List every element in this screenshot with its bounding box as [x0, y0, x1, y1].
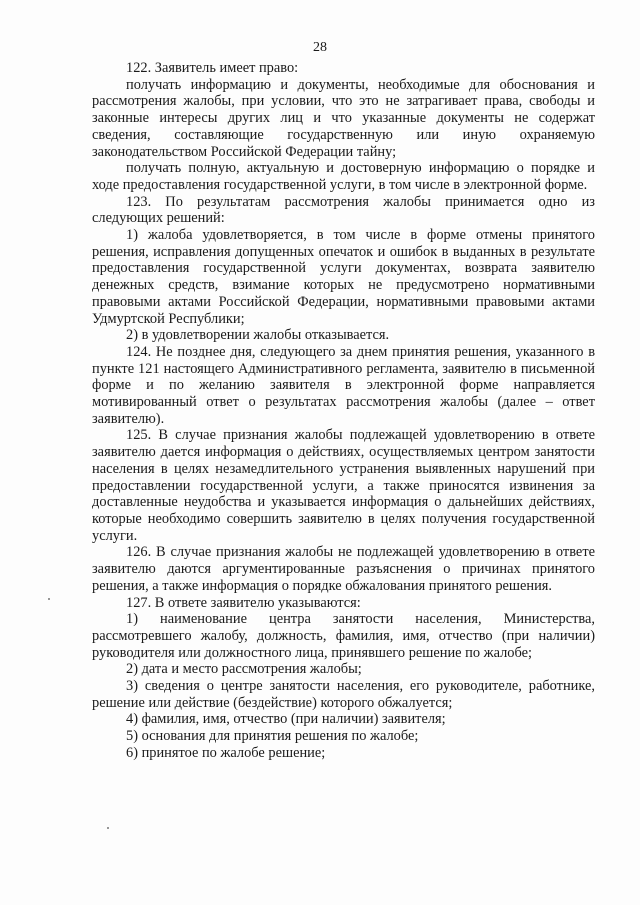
- paragraph-127-heading: 127. В ответе заявителю указываются:: [126, 594, 361, 611]
- paragraph-126: 126. В случае признания жалобы не подлежащей удовлетворению в ответе заявителю даются аргументированные разъяснения о причинах принятого решения, а также информация о порядке обжалования принятого решения.: [92, 544, 595, 594]
- paragraph-122-right-2: получать полную, актуальную и достоверную информацию о порядке и ходе предоставления государственной услуги, в том числе в электронной форме.: [92, 160, 595, 193]
- paragraph-124: 124. Не позднее дня, следующего за днем принятия решения, указанного в пункте 121 настоящего Административного регламента, заявителю в письменной форме и по желанию заявителя в электронной форме направляется мотивированный ответ о результатах рассмотрения жалобы (далее – ответ заявителю).: [92, 343, 595, 427]
- paragraph-123-item-2: 2) в удовлетворении жалобы отказывается.: [126, 327, 390, 344]
- paragraph-122-right-1: получать информацию и документы, необходимые для обоснования и рассмотрения жалобы, при условии, что это не затрагивает права, свободы и законные интересы других лиц и что указанные документы не содержат сведения, составляющие государственную или иную охраняемую законодательством Российской Федерации тайну;: [92, 76, 595, 160]
- scan-speck: [107, 827, 109, 829]
- document-body: [92, 60, 595, 762]
- page-number: 28: [313, 40, 327, 55]
- paragraph-127-item-1: 1) наименование центра занятости населения, Министерства, рассмотревшего жалобу, должность, фамилия, имя, отчество (при наличии) руководителя или должностного лица, принявшего решение по жалобе;: [92, 611, 595, 661]
- paragraph-127-item-2: 2) дата и место рассмотрения жалобы;: [126, 661, 362, 678]
- paragraph-123-item-1: 1) жалоба удовлетворяется, в том числе в форме отмены принятого решения, исправления допущенных опечаток и ошибок в выданных в результате предоставления государственной услуги документах, возврата заявителю денежных средств, взимание которых не предусмотрено нормативными правовыми актами Российской Федерации, нормативными правовыми актами Удмуртской Республики;: [92, 227, 595, 327]
- paragraph-123-heading: 123. По результатам рассмотрения жалобы принимается одно из следующих решений:: [92, 193, 595, 227]
- paragraph-127-item-5: 5) основания для принятия решения по жалобе;: [126, 728, 419, 745]
- paragraph-125: 125. В случае признания жалобы подлежащей удовлетворению в ответе заявителю дается информация о действиях, осуществляемых центром занятости населения в целях незамедлительного устранения выявленных нарушений при предоставлении государственной услуги, а также приносятся извинения за доставленные неудобства и указывается информация о дальнейших действиях, которые необходимо совершить заявителю в целях получения государственной услуги.: [92, 427, 595, 544]
- paragraph-127-item-3: 3) сведения о центре занятости населения, его руководителе, работнике, решение или действие (бездействие) которого обжалуется;: [92, 678, 595, 711]
- paragraph-127-item-6: 6) принятое по жалобе решение;: [126, 744, 326, 761]
- paragraph-127-item-4: 4) фамилия, имя, отчество (при наличии) заявителя;: [126, 711, 446, 728]
- paragraph-122-heading: 122. Заявитель имеет право:: [126, 60, 299, 76]
- scan-speck: [48, 598, 50, 600]
